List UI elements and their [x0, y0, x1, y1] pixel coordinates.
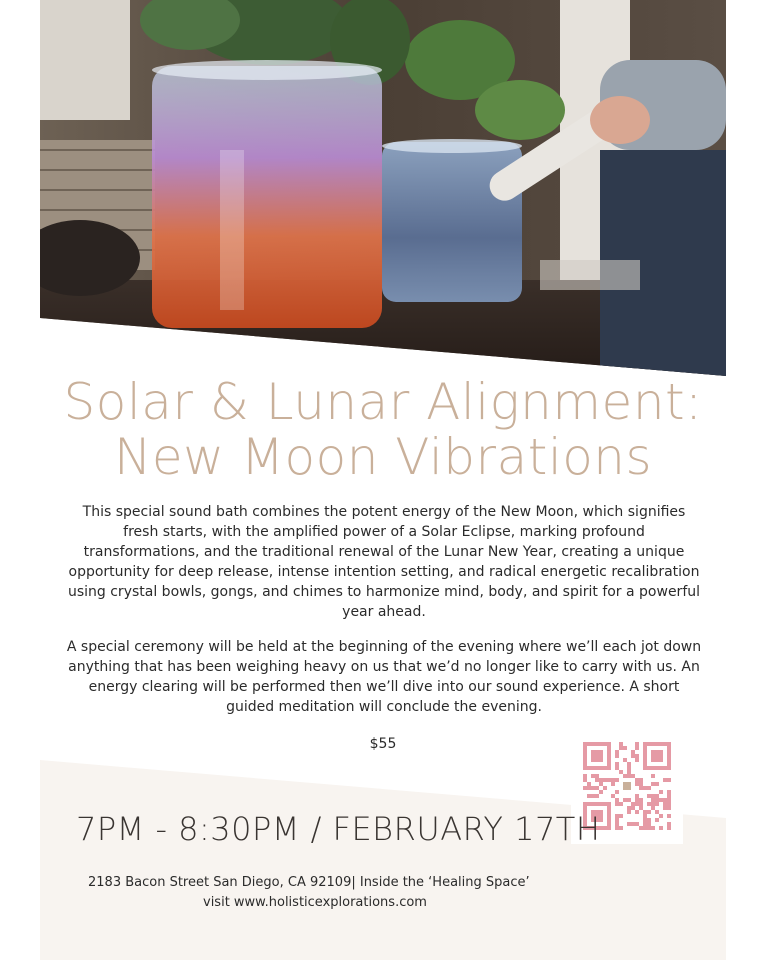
title-line-1: Solar & Lunar Alignment: [63, 373, 703, 431]
hero-photo [40, 0, 726, 380]
event-time: 7PM - 8:30PM / FEBRUARY 17TH [76, 810, 601, 848]
event-address: 2183 Bacon Street San Diego, CA 92109| Inside the ‘Healing Space’ [88, 875, 530, 890]
description-paragraph-2: A special ceremony will be held at the beginning of the evening where we’ll each jot down anything that has been weighing heavy on us that we’d no longer like to carry with us. An energy clearing will be performed then we’ll dive into our sound experience. A short guided meditation will conclude the evening. [66, 639, 702, 715]
title-line-2: New Moon Vibrations [113, 428, 653, 486]
description-paragraph-1: This special sound bath combines the potent energy of the New Moon, which signifies fresh starts, with the amplified power of a Solar Eclipse, marking profound transformations, and the traditional renewal of the Lunar New Year, creating a unique opportunity for deep release, intense intention setting, and radical energetic recalibration using crystal bowls, gongs, and chimes to harmonize mind, body, and spirit for a powerful year ahead. [67, 504, 701, 620]
price: $55 [369, 736, 397, 752]
website-link[interactable]: visit www.holisticexplorations.com [203, 895, 427, 910]
flyer-page [40, 0, 726, 960]
